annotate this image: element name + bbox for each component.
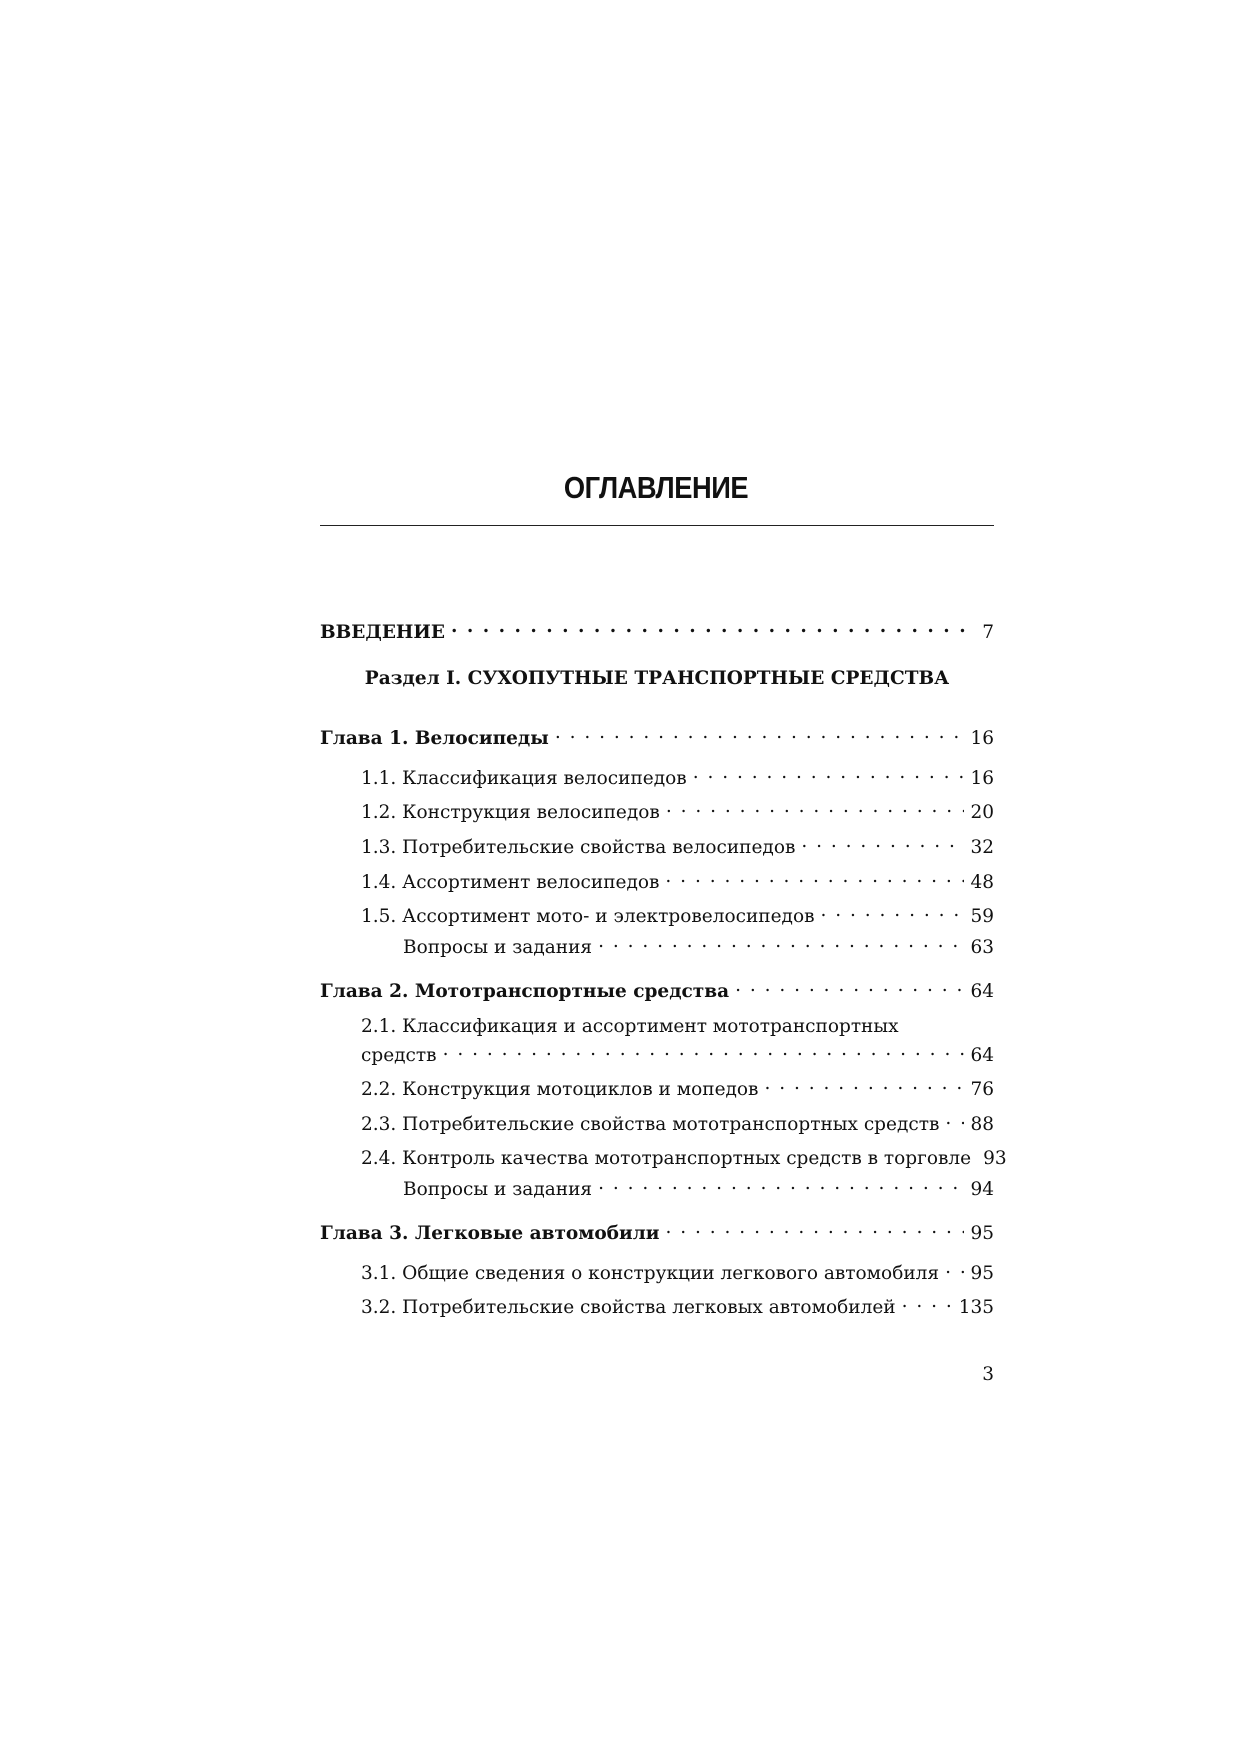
toc-entry-chapter-1[interactable] bbox=[320, 722, 994, 750]
toc-entry-page: 88 bbox=[970, 1114, 994, 1135]
toc-entry-label: ВВЕДЕНИЕ bbox=[320, 622, 445, 643]
toc-entry-questions[interactable] bbox=[403, 1173, 994, 1201]
toc-entry[interactable] bbox=[361, 900, 994, 928]
toc-entry-page: 93 bbox=[983, 1148, 1007, 1169]
toc-entry-label: Вопросы и задания bbox=[403, 1179, 593, 1200]
leader-dots bbox=[821, 900, 965, 922]
toc-entry[interactable] bbox=[361, 796, 994, 824]
toc-entry-page: 7 bbox=[982, 622, 994, 643]
leader-dots bbox=[666, 1217, 965, 1239]
toc-entry-page: 16 bbox=[970, 728, 994, 749]
toc-entry-page: 20 bbox=[970, 802, 994, 823]
leader-dots bbox=[735, 975, 964, 997]
toc-entry-page: 76 bbox=[970, 1079, 994, 1100]
toc-entry-label: Глава 3. Легковые автомобили bbox=[320, 1223, 660, 1244]
toc-entry-label-line1: 2.1. Классификация и ассортимент мототранспортных bbox=[361, 1016, 899, 1037]
toc-entry-label: 3.2. Потребительские свойства легковых автомобилей bbox=[361, 1297, 896, 1318]
toc-entry-page: 48 bbox=[970, 872, 994, 893]
page-title: ОГЛАВЛЕНИЕ bbox=[563, 470, 749, 505]
leader-dots bbox=[945, 1108, 964, 1130]
leader-dots bbox=[598, 931, 964, 953]
toc-entry-label: 2.2. Конструкция мотоциклов и мопедов bbox=[361, 1079, 759, 1100]
toc-entry-page: 63 bbox=[970, 937, 994, 958]
toc-entry-label: 1.3. Потребительские свойства велосипедов bbox=[361, 837, 796, 858]
toc-entry-page: 95 bbox=[970, 1223, 994, 1244]
toc-entry[interactable] bbox=[361, 1039, 994, 1067]
toc-entry-label: 1.5. Ассортимент мото- и электровелосипедов bbox=[361, 906, 815, 927]
toc-entry-label: Вопросы и задания bbox=[403, 937, 593, 958]
title-underline bbox=[320, 525, 994, 526]
toc-entry-page: 135 bbox=[958, 1297, 994, 1318]
toc-entry-page: 59 bbox=[970, 906, 994, 927]
section-heading: Раздел I. СУХОПУТНЫЕ ТРАНСПОРТНЫЕ СРЕДСТВА bbox=[364, 668, 950, 689]
toc-entry-label: 2.3. Потребительские свойства мототранспортных средств bbox=[361, 1114, 940, 1135]
leader-dots bbox=[598, 1173, 964, 1195]
toc-entry-chapter-2[interactable] bbox=[320, 975, 994, 1003]
toc-entry-page: 95 bbox=[970, 1263, 994, 1284]
toc-entry[interactable] bbox=[361, 1257, 994, 1285]
leader-dots bbox=[902, 1291, 953, 1313]
leader-dots bbox=[801, 831, 964, 853]
toc-entry[interactable] bbox=[361, 1108, 994, 1136]
toc-entry-page: 64 bbox=[970, 981, 994, 1002]
toc-entry-chapter-3[interactable] bbox=[320, 1217, 994, 1245]
toc-entry-label: 2.4. Контроль качества мототранспортных средств в торговле bbox=[361, 1148, 972, 1169]
toc-entry[interactable] bbox=[361, 1142, 1007, 1170]
leader-dots bbox=[945, 1257, 964, 1279]
toc-entry-page: 64 bbox=[970, 1045, 994, 1066]
toc-entry-intro[interactable] bbox=[320, 616, 994, 644]
leader-dots bbox=[443, 1039, 965, 1061]
leader-dots bbox=[555, 722, 965, 744]
toc-entry[interactable] bbox=[361, 831, 994, 859]
leader-dots bbox=[693, 762, 965, 784]
leader-dots bbox=[666, 796, 965, 818]
toc-entry[interactable] bbox=[361, 1291, 994, 1319]
toc-entry-label: 1.1. Классификация велосипедов bbox=[361, 768, 687, 789]
toc-entry-label: 3.1. Общие сведения о конструкции легкового автомобиля bbox=[361, 1263, 940, 1284]
toc-entry[interactable] bbox=[361, 866, 994, 894]
toc-entry-label: 1.4. Ассортимент велосипедов bbox=[361, 872, 660, 893]
toc-entry[interactable] bbox=[361, 1073, 994, 1101]
toc-entry-page: 16 bbox=[970, 768, 994, 789]
leader-dots bbox=[665, 866, 964, 888]
toc-entry-label: средств bbox=[361, 1045, 437, 1066]
toc-entry-questions[interactable] bbox=[403, 931, 994, 959]
toc-entry-page: 32 bbox=[970, 837, 994, 858]
leader-dots bbox=[451, 616, 976, 638]
toc-entry[interactable] bbox=[361, 762, 994, 790]
toc-entry-label: Глава 2. Мототранспортные средства bbox=[320, 981, 730, 1002]
toc-entry-page: 94 bbox=[970, 1179, 994, 1200]
toc-entry-label: Глава 1. Велосипеды bbox=[320, 728, 549, 749]
leader-dots bbox=[764, 1073, 964, 1095]
toc-entry-label: 1.2. Конструкция велосипедов bbox=[361, 802, 660, 823]
page-number: 3 bbox=[982, 1364, 994, 1385]
